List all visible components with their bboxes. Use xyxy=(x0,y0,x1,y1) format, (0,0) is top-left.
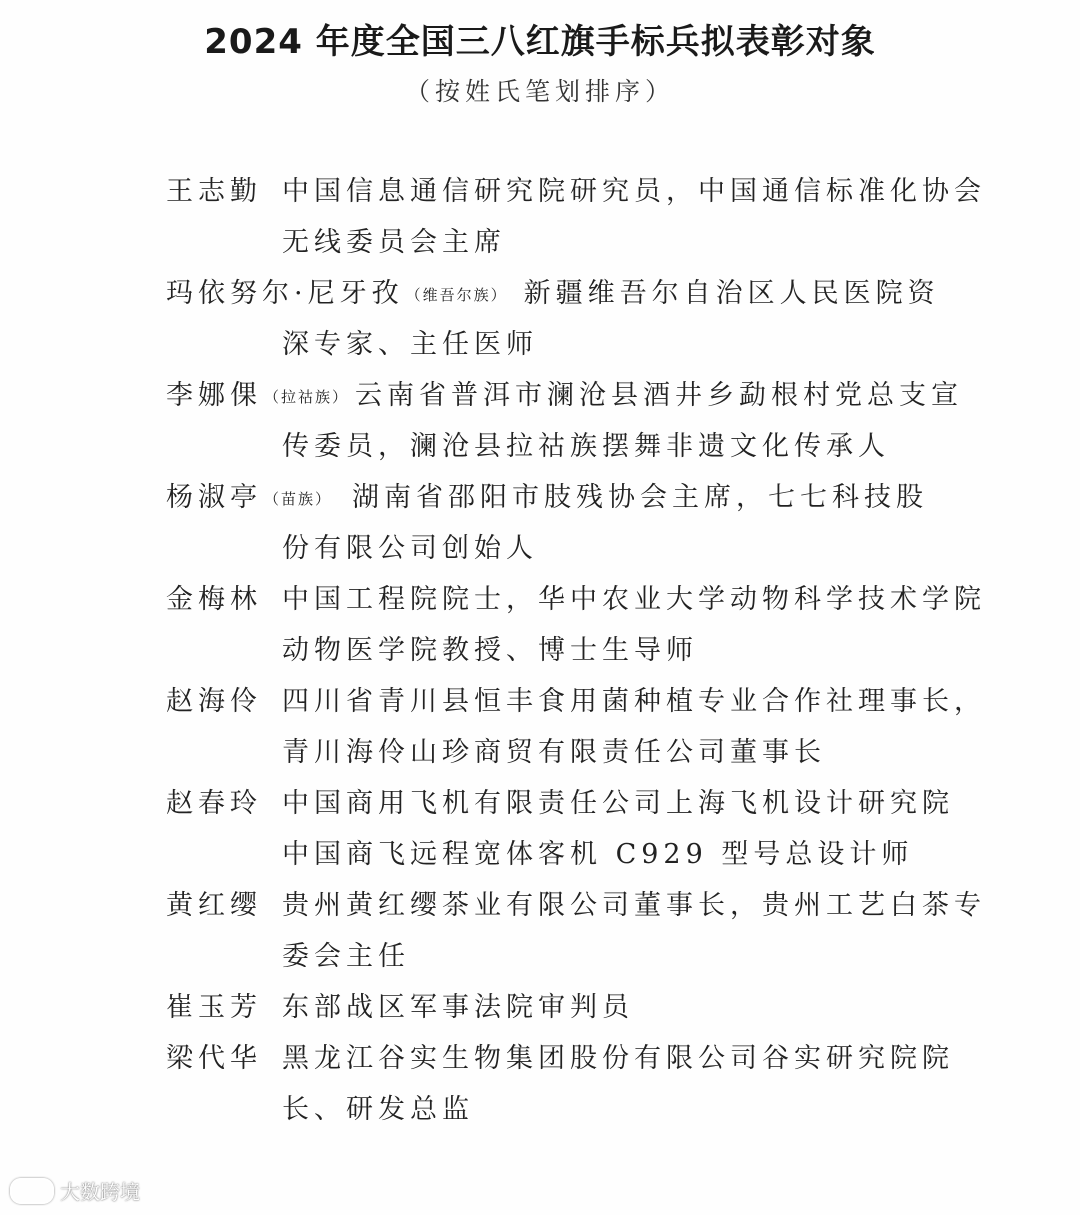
honoree-name: 玛依努尔·尼牙孜 xyxy=(166,278,404,309)
list-item xyxy=(166,268,940,370)
honoree-name: 王志勤 xyxy=(166,176,262,207)
honoree-title-cont: 长、研发总监 xyxy=(282,1094,474,1125)
honoree-ethnicity: （维吾尔族） xyxy=(405,286,508,304)
honoree-title: 中国商用飞机有限责任公司上海飞机设计研究院 xyxy=(282,788,954,819)
list-item xyxy=(166,166,986,268)
honoree-title-cont: 中国商飞远程宽体客机 C929 型号总设计师 xyxy=(282,839,914,870)
honoree-ethnicity: （苗族） xyxy=(264,490,333,508)
watermark-text: 大数跨境 xyxy=(60,1180,140,1204)
list-item xyxy=(166,778,954,880)
honoree-name: 李娜倮 xyxy=(166,380,262,411)
honoree-title: 贵州黄红缨茶业有限公司董事长，贵州工艺白茶专 xyxy=(282,890,986,921)
list-item xyxy=(166,370,964,472)
page-title: 2024 年度全国三八红旗手标兵拟表彰对象 xyxy=(204,22,876,62)
honoree-ethnicity: （拉祜族） xyxy=(264,388,350,406)
honoree-title: 中国信息通信研究院研究员，中国通信标准化协会 xyxy=(282,176,986,207)
honoree-title-cont: 深专家、主任医师 xyxy=(282,329,538,360)
honoree-title: 东部战区军事法院审判员 xyxy=(282,992,634,1023)
honoree-list xyxy=(166,166,986,1135)
honoree-title: 新疆维吾尔自治区人民医院资 xyxy=(523,278,940,309)
honoree-name: 杨淑亭 xyxy=(166,482,262,513)
list-item xyxy=(166,574,986,676)
page-subtitle: （按姓氏笔划排序） xyxy=(404,77,675,106)
honoree-title-cont: 份有限公司创始人 xyxy=(282,533,538,564)
watermark xyxy=(10,1176,140,1205)
honoree-name: 赵海伶 xyxy=(166,686,262,717)
list-item xyxy=(166,982,926,1033)
list-item xyxy=(166,676,986,778)
list-item xyxy=(166,472,929,574)
honoree-name: 黄红缨 xyxy=(166,890,262,921)
honoree-title: 云南省普洱市澜沧县酒井乡勐根村党总支宣 xyxy=(355,380,964,411)
honoree-title-cont: 无线委员会主席 xyxy=(282,227,506,258)
honoree-name: 金梅林 xyxy=(166,584,262,615)
honoree-title: 四川省青川县恒丰食用菌种植专业合作社理事长， xyxy=(282,686,986,717)
honoree-title: 中国工程院院士，华中农业大学动物科学技术学院 xyxy=(282,584,986,615)
honoree-name: 崔玉芳 xyxy=(166,992,262,1023)
honoree-title: 黑龙江谷实生物集团股份有限公司谷实研究院院 xyxy=(282,1043,954,1074)
honoree-title-cont: 传委员，澜沧县拉祜族摆舞非遗文化传承人 xyxy=(282,431,890,462)
list-item xyxy=(166,880,986,982)
list-item xyxy=(166,1033,954,1135)
honoree-name: 赵春玲 xyxy=(166,788,262,819)
honoree-title-cont: 青川海伶山珍商贸有限责任公司董事长 xyxy=(282,737,826,768)
honoree-title-cont: 委会主任 xyxy=(282,941,410,972)
honoree-name: 梁代华 xyxy=(166,1043,262,1074)
weibo-logo-icon xyxy=(10,1178,54,1204)
honoree-title-cont: 动物医学院教授、博士生导师 xyxy=(282,635,698,666)
honoree-title: 湖南省邵阳市肢残协会主席，七七科技股 xyxy=(352,482,929,513)
